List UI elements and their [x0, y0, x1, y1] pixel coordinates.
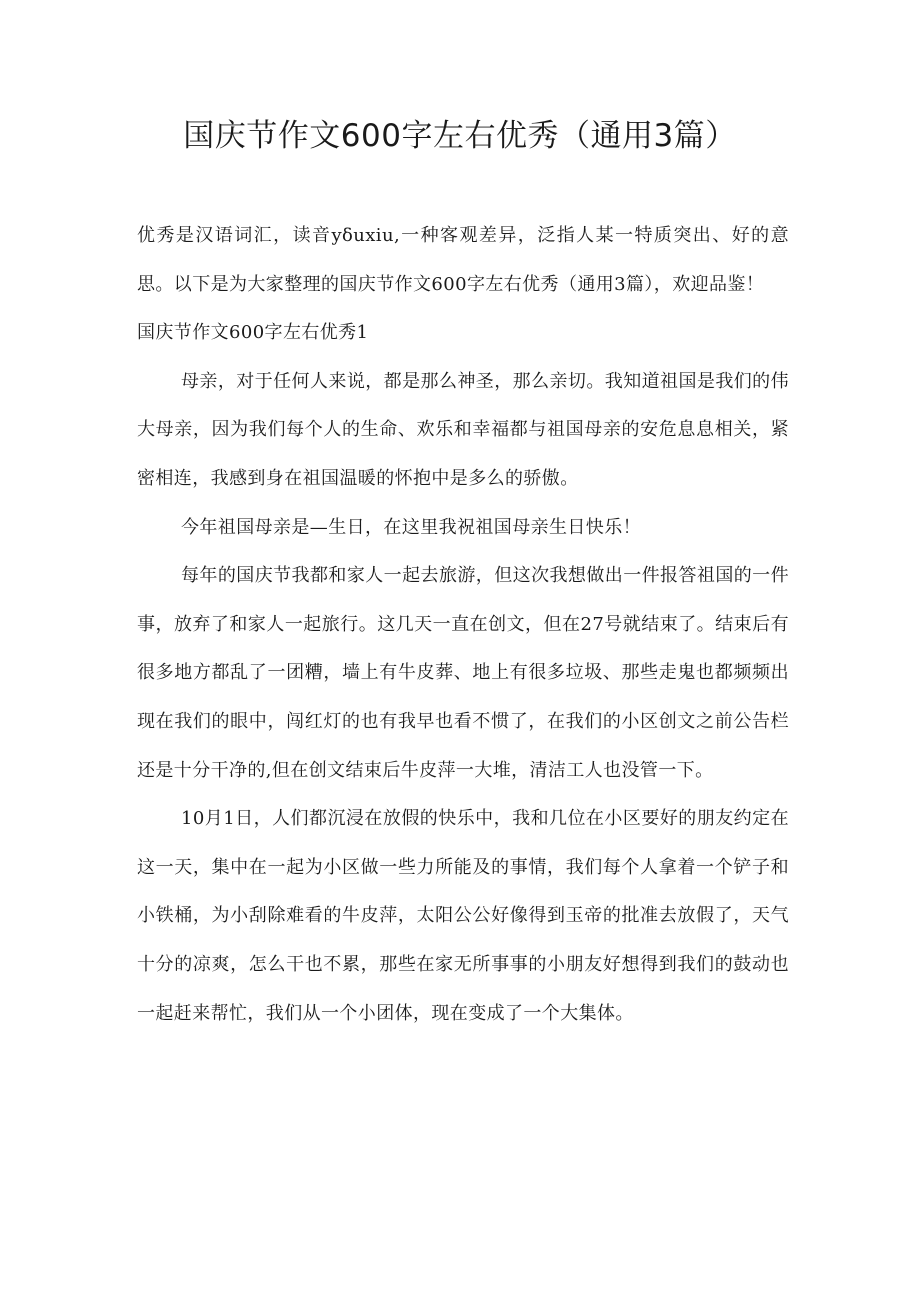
body-paragraph: 母亲，对于任何人来说，都是那么神圣，那么亲切。我知道祖国是我们的伟大母亲，因为我们每个人的生命、欢乐和幸福都与祖国母亲的安危息息相关，紧密相连，我感到身在祖国温暖的怀抱中是多么的骄傲。	[137, 370, 789, 489]
section-heading: 国庆节作文600字左右优秀1	[137, 322, 369, 344]
body-paragraph: 今年祖国母亲是—生日，在这里我祝祖国母亲生日快乐！	[181, 516, 641, 538]
document-title: 国庆节作文600字左右优秀（通用3篇）	[183, 118, 737, 154]
body-paragraph: 10月1日，人们都沉浸在放假的快乐中，我和几位在小区要好的朋友约定在这一天，集中在一起为小区做一些力所能及的事情，我们每个人拿着一个铲子和小铁桶，为小刮除难看的牛皮萍，太阳公公好像得到玉帝的批准去放假了，天气十分的凉爽，怎么干也不累，那些在家无所事事的小朋友好想得到我们的鼓动也一起赶来帮忙，我们从一个小团体，现在变成了一个大集体。	[137, 808, 789, 1024]
body-paragraph: 每年的国庆节我都和家人一起去旅游，但这次我想做出一件报答祖国的一件事，放弃了和家人一起旅行。这几天一直在创文，但在27号就结束了。结束后有很多地方都乱了一团糟，墙上有牛皮葬、地上有很多垃圾、那些走鬼也都频频出现在我们的眼中，闯红灯的也有我早也看不惯了，在我们的小区创文之前公告栏还是十分干净的,但在创文结束后牛皮萍一大堆，清洁工人也没管一下。	[137, 565, 789, 781]
intro-paragraph: 优秀是汉语词汇，读音yδuxiu,一种客观差异，泛指人某一特质突出、好的意思。以下是为大家整理的国庆节作文600字左右优秀（通用3篇），欢迎品鉴！	[137, 225, 789, 295]
document-body	[137, 212, 789, 1038]
